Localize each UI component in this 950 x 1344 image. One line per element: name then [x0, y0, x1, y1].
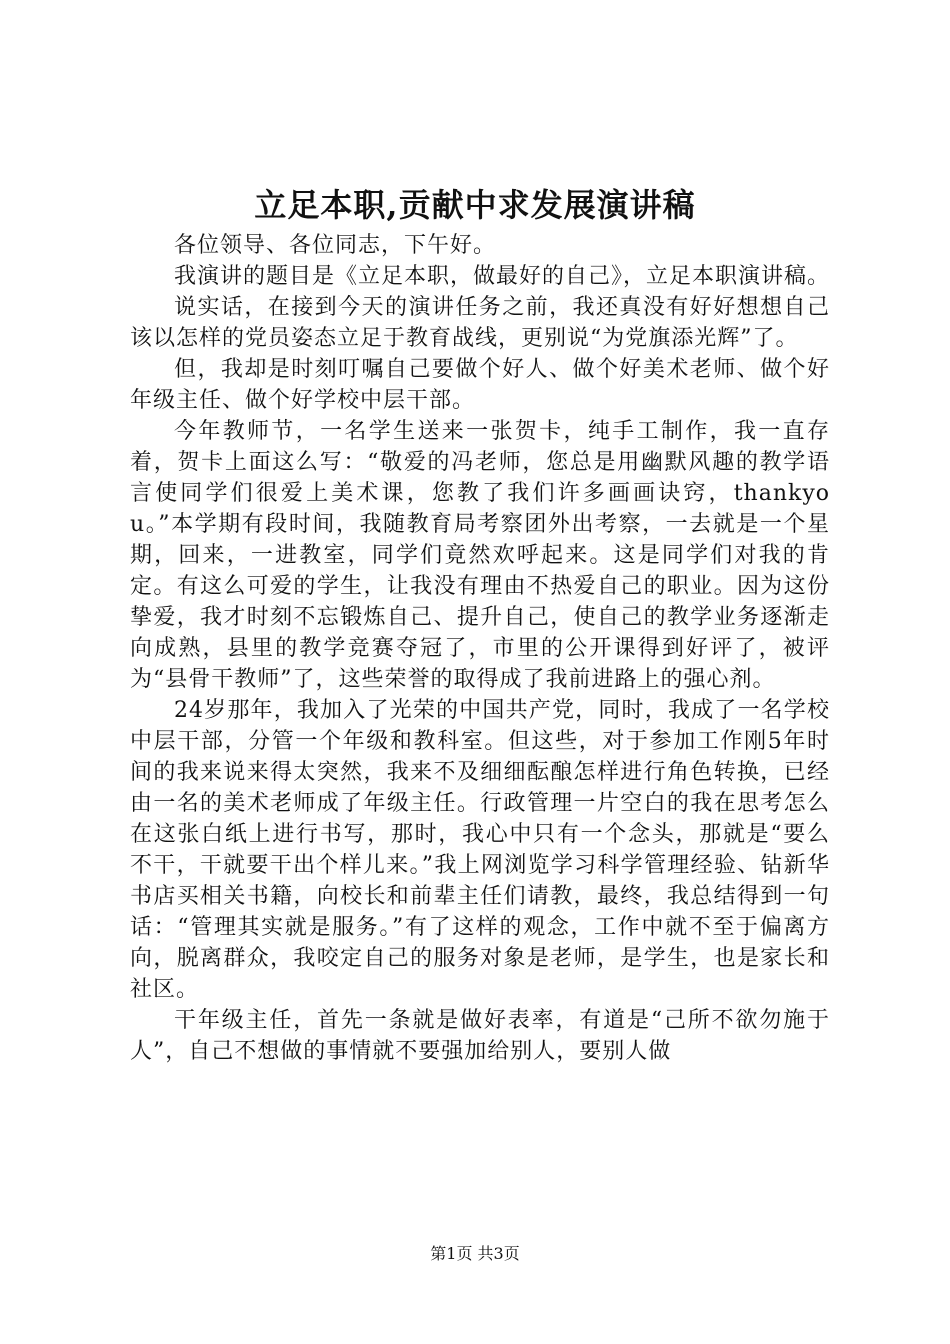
paragraph: 我演讲的题目是《立足本职，做最好的自己》，立足本职演讲稿。 [174, 264, 831, 289]
paragraph: 各位领导、各位同志，下午好。 [174, 233, 497, 258]
paragraph: 说实话，在接到今天的演讲任务之前，我还真没有好好想想自己该以怎样的党员姿态立足于教育战线，更别说“为党旗添光辉”了。 [130, 295, 830, 351]
document-title: 立足本职,贡献中求发展演讲稿 [254, 186, 696, 224]
paragraph: 今年教师节，一名学生送来一张贺卡，纯手工制作，我一直存着，贺卡上面这么写：“敬爱的冯老师，您总是用幽默风趣的教学语言使同学们很爱上美术课，您教了我们许多画画诀窍，thankyou。”本学期有段时间，我随教育局考察团外出考察，一去就是一个星期，回来，一进教室，同学们竟然欢呼起来。这是同学们对我的肯定。有这么可爱的学生，让我没有理由不热爱自己的职业。因为这份挚爱，我才时刻不忘锻炼自己、提升自己，使自己的教学业务逐渐走向成熟，县里的教学竞赛夺冠了，市里的公开课得到好评了，被评为“县骨干教师”了，这些荣誉的取得成了我前进路上的强心剂。 [130, 419, 830, 692]
paragraph: 但，我却是时刻叮嘱自己要做个好人、做个好美术老师、做个好年级主任、做个好学校中层干部。 [130, 357, 830, 413]
paragraph: 干年级主任，首先一条就是做好表率，有道是“己所不欲勿施于人”，自己不想做的事情就不要强加给别人，要别人做 [130, 1008, 830, 1064]
page-footer: 第1页 共3页 [430, 1244, 520, 1263]
document-body [130, 230, 830, 1067]
paragraph: 24岁那年，我加入了光荣的中国共产党，同时，我成了一名学校中层干部，分管一个年级和教科室。但这些，对于参加工作刚5年时间的我来说来得太突然，我来不及细细酝酿怎样进行角色转换，已经由一名的美术老师成了年级主任。行政管理一片空白的我在思考怎么在这张白纸上进行书写，那时，我心中只有一个念头，那就是“要么不干，干就要干出个样儿来。”我上网浏览学习科学管理经验、钻新华书店买相关书籍，向校长和前辈主任们请教，最终，我总结得到一句话：“管理其实就是服务。”有了这样的观念，工作中就不至于偏离方向，脱离群众，我咬定自己的服务对象是老师，是学生，也是家长和社区。 [130, 698, 830, 1002]
